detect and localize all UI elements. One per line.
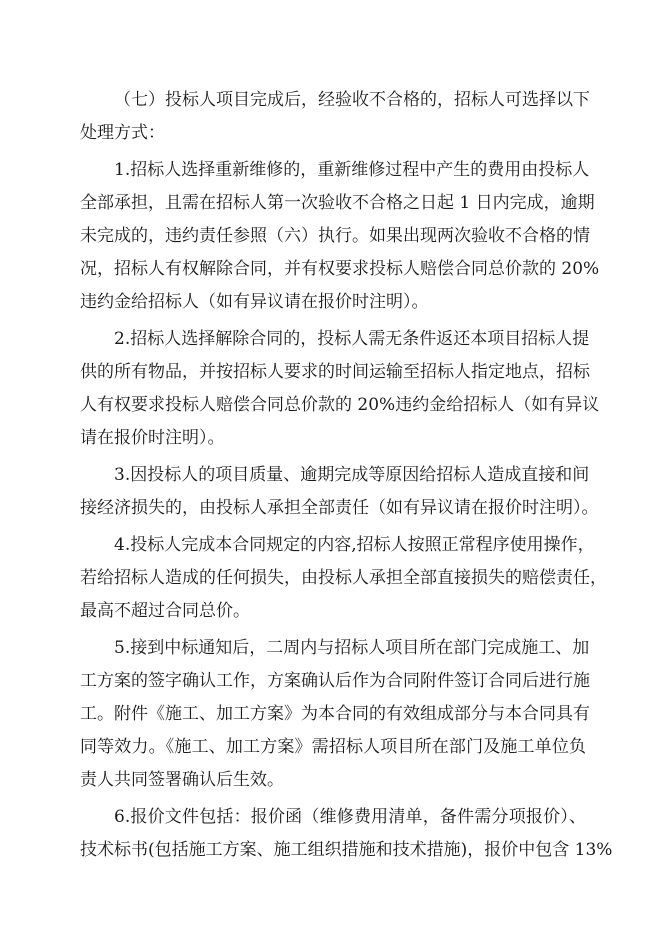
text-line: 5.接到中标通知后，二周内与招标人项目所在部门完成施工、加 xyxy=(114,638,590,658)
text-line: （七）投标人项目完成后，经验收不合格的，招标人可选择以下 xyxy=(114,90,590,110)
document-page xyxy=(80,84,613,871)
paragraph xyxy=(80,323,600,455)
text-line: 工方案的签字确认工作，方案确认后作为合同附件签订合同后进行施 xyxy=(80,671,590,691)
text-line: 4.投标人完成本合同规定的内容,招标人按照正常程序使用操作， xyxy=(114,535,595,555)
text-line: 2.招标人选择解除合同的，投标人需无条件返还本项目招标人提 xyxy=(114,329,590,349)
text-line: 技术标书(包括施工方案、施工组织措施和技术措施)，报价中包含 13% xyxy=(80,840,613,860)
text-line: 人有权要求投标人赔偿合同总价款的 20%违约金给招标人（如有异议 xyxy=(80,395,600,415)
paragraph xyxy=(80,459,599,525)
text-line: 1.招标人选择重新维修的，重新维修过程中产生的费用由投标人 xyxy=(114,160,590,180)
paragraph xyxy=(80,154,600,319)
paragraph xyxy=(80,84,590,150)
text-line: 若给招标人造成的任何损失，由投标人承担全部直接损失的赔偿责任， xyxy=(80,568,607,588)
text-line: 况，招标人有权解除合同，并有权要求投标人赔偿合同总价款的 20% xyxy=(80,259,600,279)
text-line: 同等效力。《施工、加工方案》需招标人项目所在部门及施工单位负 xyxy=(80,737,586,757)
paragraph xyxy=(80,801,613,867)
text-line: 最高不超过合同总价。 xyxy=(80,601,250,621)
text-line: 责人共同签署确认后生效。 xyxy=(80,770,284,790)
text-line: 全部承担，且需在招标人第一次验收不合格之日起 1 日内完成，逾期 xyxy=(80,193,595,213)
text-line: 处理方式： xyxy=(80,123,165,143)
text-line: 未完成的，违约责任参照（六）执行。如果出现两次验收不合格的情 xyxy=(80,226,590,246)
text-line: 请在报价时注明）。 xyxy=(80,428,225,448)
paragraph xyxy=(80,529,607,628)
text-line: 工。附件《施工、加工方案》为本合同的有效组成部分与本合同具有 xyxy=(80,704,590,724)
text-line: 接经济损失的，由投标人承担全部责任（如有异议请在报价时注明）。 xyxy=(80,498,599,518)
paragraph xyxy=(80,632,590,797)
text-line: 3.因投标人的项目质量、逾期完成等原因给招标人造成直接和间 xyxy=(114,465,590,485)
text-line: 供的所有物品，并按招标人要求的时间运输至招标人指定地点，招标 xyxy=(80,362,590,382)
text-line: 违约金给招标人（如有异议请在报价时注明）。 xyxy=(80,292,429,312)
text-line: 6.报价文件包括：报价函（维修费用清单，备件需分项报价）、 xyxy=(114,807,586,827)
